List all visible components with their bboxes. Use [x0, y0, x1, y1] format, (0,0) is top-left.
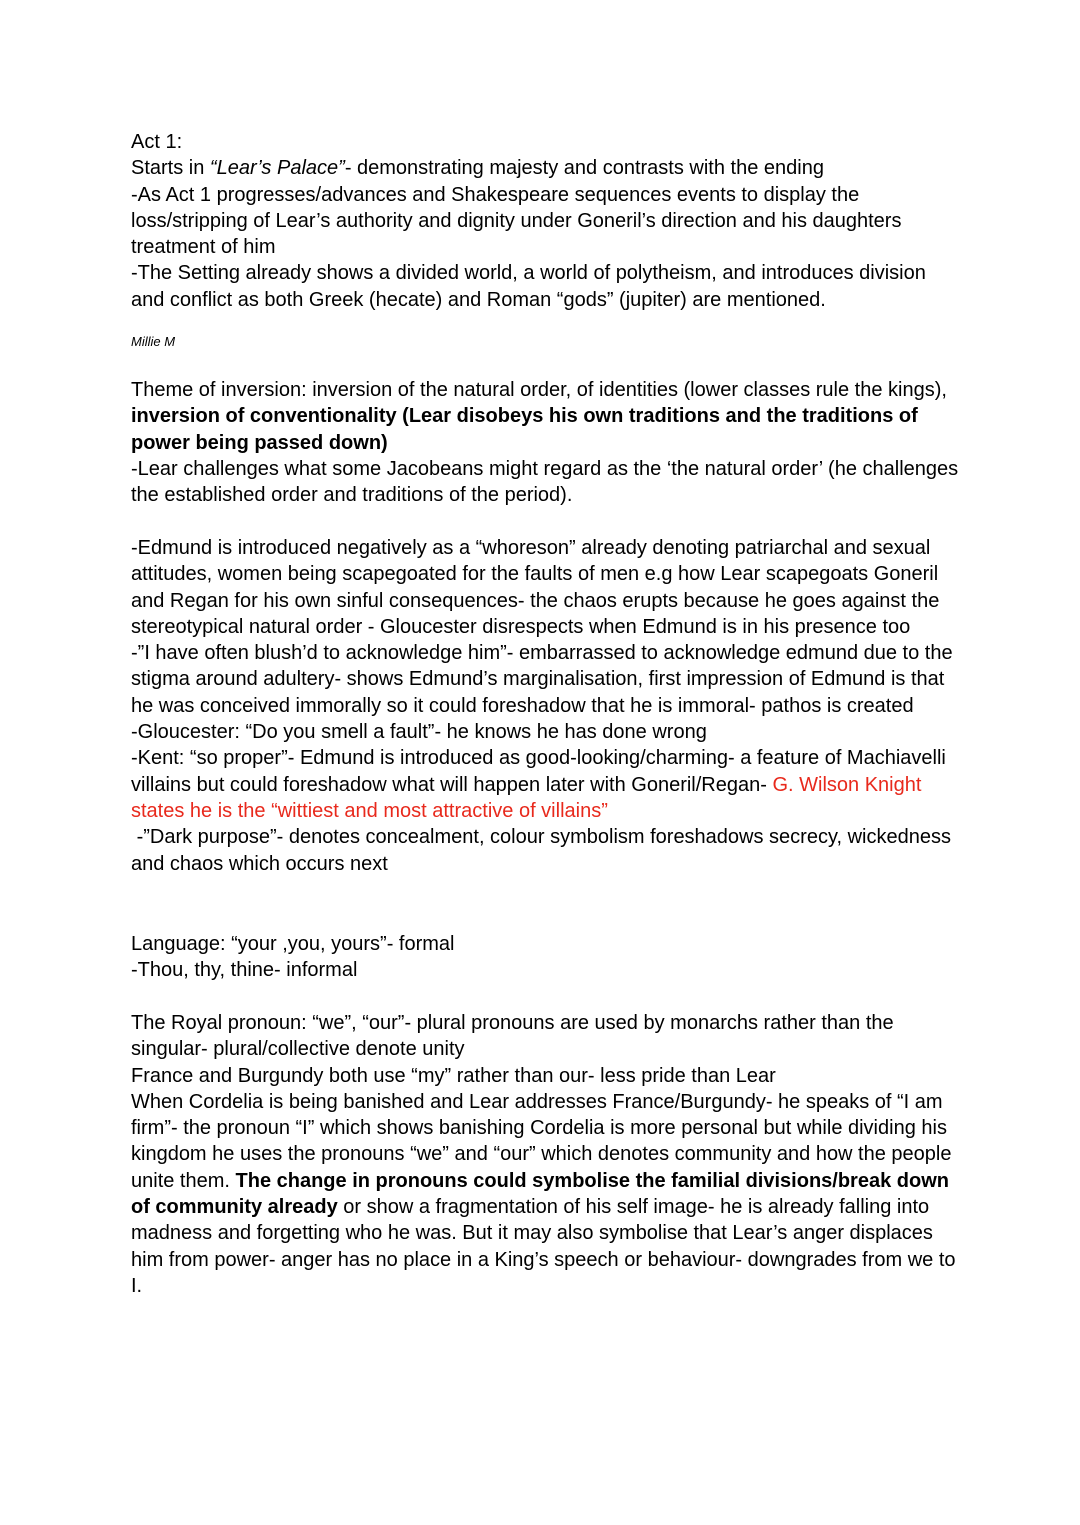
act-line-1-prefix: Starts in [131, 157, 210, 180]
royal-pronoun-section [131, 1010, 961, 1299]
act-heading: Act 1: [131, 131, 183, 153]
edmund-line-1: -Edmund is introduced negatively as a “whoreson” already denoting patriarchal and sexual attitudes, women being scapegoated for the faults of men e.g how Lear scapegoats Goneril and Regan for his own sinful consequences- the chaos erupts because he goes against the stereotypical natural order - Gloucester disrespects when Edmund is in his presence too [131, 537, 945, 638]
royal-line-3-rest: or show a fragmentation of his self image- he is already falling into madness and forgetting who he was. But it may also symbolise that Lear’s anger displaces him from power- anger has no place in a King’s speech or behaviour- downgrades from we to I. [131, 1196, 962, 1297]
royal-line-3-text: When Cordelia is being banished and Lear addresses France/Burgundy- he speaks of “I am firm”- the pronoun “I” which shows banishing Cordelia is more personal but while dividing his kingdom he uses the pronouns “we” and “our” which denotes community and how the people unite them. [131, 1090, 958, 1192]
act-line-2: -As Act 1 progresses/advances and Shakespeare sequences events to display the loss/stripping of Lear’s authority and dignity under Goneril’s direction and his daughters treatment of him [131, 183, 908, 259]
royal-line-3-bold: The change in pronouns could symbolise the familial divisions/break down of community already [131, 1169, 955, 1219]
act-line-1-quote: “Lear’s Palace” [209, 157, 345, 180]
edmund-line-5: -”Dark purpose”- denotes concealment, colour symbolism foreshadows secrecy, wickedness and chaos which occurs next [131, 826, 957, 875]
edmund-line-3: -Gloucester: “Do you smell a fault”- he knows he has done wrong [131, 721, 707, 744]
author-signature: Millie M [131, 334, 176, 349]
inversion-line-1 [131, 377, 961, 456]
inversion-section [131, 377, 964, 508]
royal-line-1: The Royal pronoun: “we”, “our”- plural pronouns are used by monarchs rather than the singular- plural/collective denote unity [131, 1012, 900, 1061]
act-line-3: -The Setting already shows a divided world, a world of polytheism, and introduces division and conflict as both Greek (hecate) and Roman “gods” (jupiter) are mentioned. [131, 262, 932, 311]
act-line-1-rest: - demonstrating majesty and contrasts with the ending [344, 157, 824, 180]
edmund-section [131, 535, 961, 877]
inversion-line-1-text: Theme of inversion: inversion of the natural order, of identities (lower classes rule the kings), [131, 379, 953, 401]
act-section [131, 129, 961, 313]
language-section [131, 931, 961, 984]
royal-line-2: France and Burgundy both use “my” rather than our- less pride than Lear [131, 1064, 776, 1087]
inversion-line-2: -Lear challenges what some Jacobeans might regard as the ‘the natural order’ (he challenges the established order and traditions of the period). [131, 457, 964, 507]
royal-line-3 [131, 1089, 961, 1299]
language-line-2: -Thou, thy, thine- informal [131, 959, 358, 982]
critic-quote: G. Wilson Knight states he is the “wittiest and most attractive of villains” [131, 773, 927, 822]
inversion-line-1-bold: inversion of conventionality (Lear disobeys his own traditions and the traditions of power being passed down) [131, 405, 924, 454]
edmund-line-2: -”I have often blush’d to acknowledge him”- embarrassed to acknowledge edmund due to the stigma around adultery- shows Edmund’s marginalisation, first impression of Edmund is that he was conceived immorally so it could foreshadow that he is immoral- pathos is created [131, 642, 959, 717]
act-line-1 [131, 155, 961, 181]
edmund-line-4-text: -Kent: “so proper”- Edmund is introduced as good-looking/charming- a feature of Machiavelli villains but could foreshadow what will happen later with Goneril/Regan- [131, 747, 952, 796]
edmund-line-4 [131, 745, 961, 824]
language-line-1: Language: “your ,you, yours”- formal [131, 933, 455, 955]
